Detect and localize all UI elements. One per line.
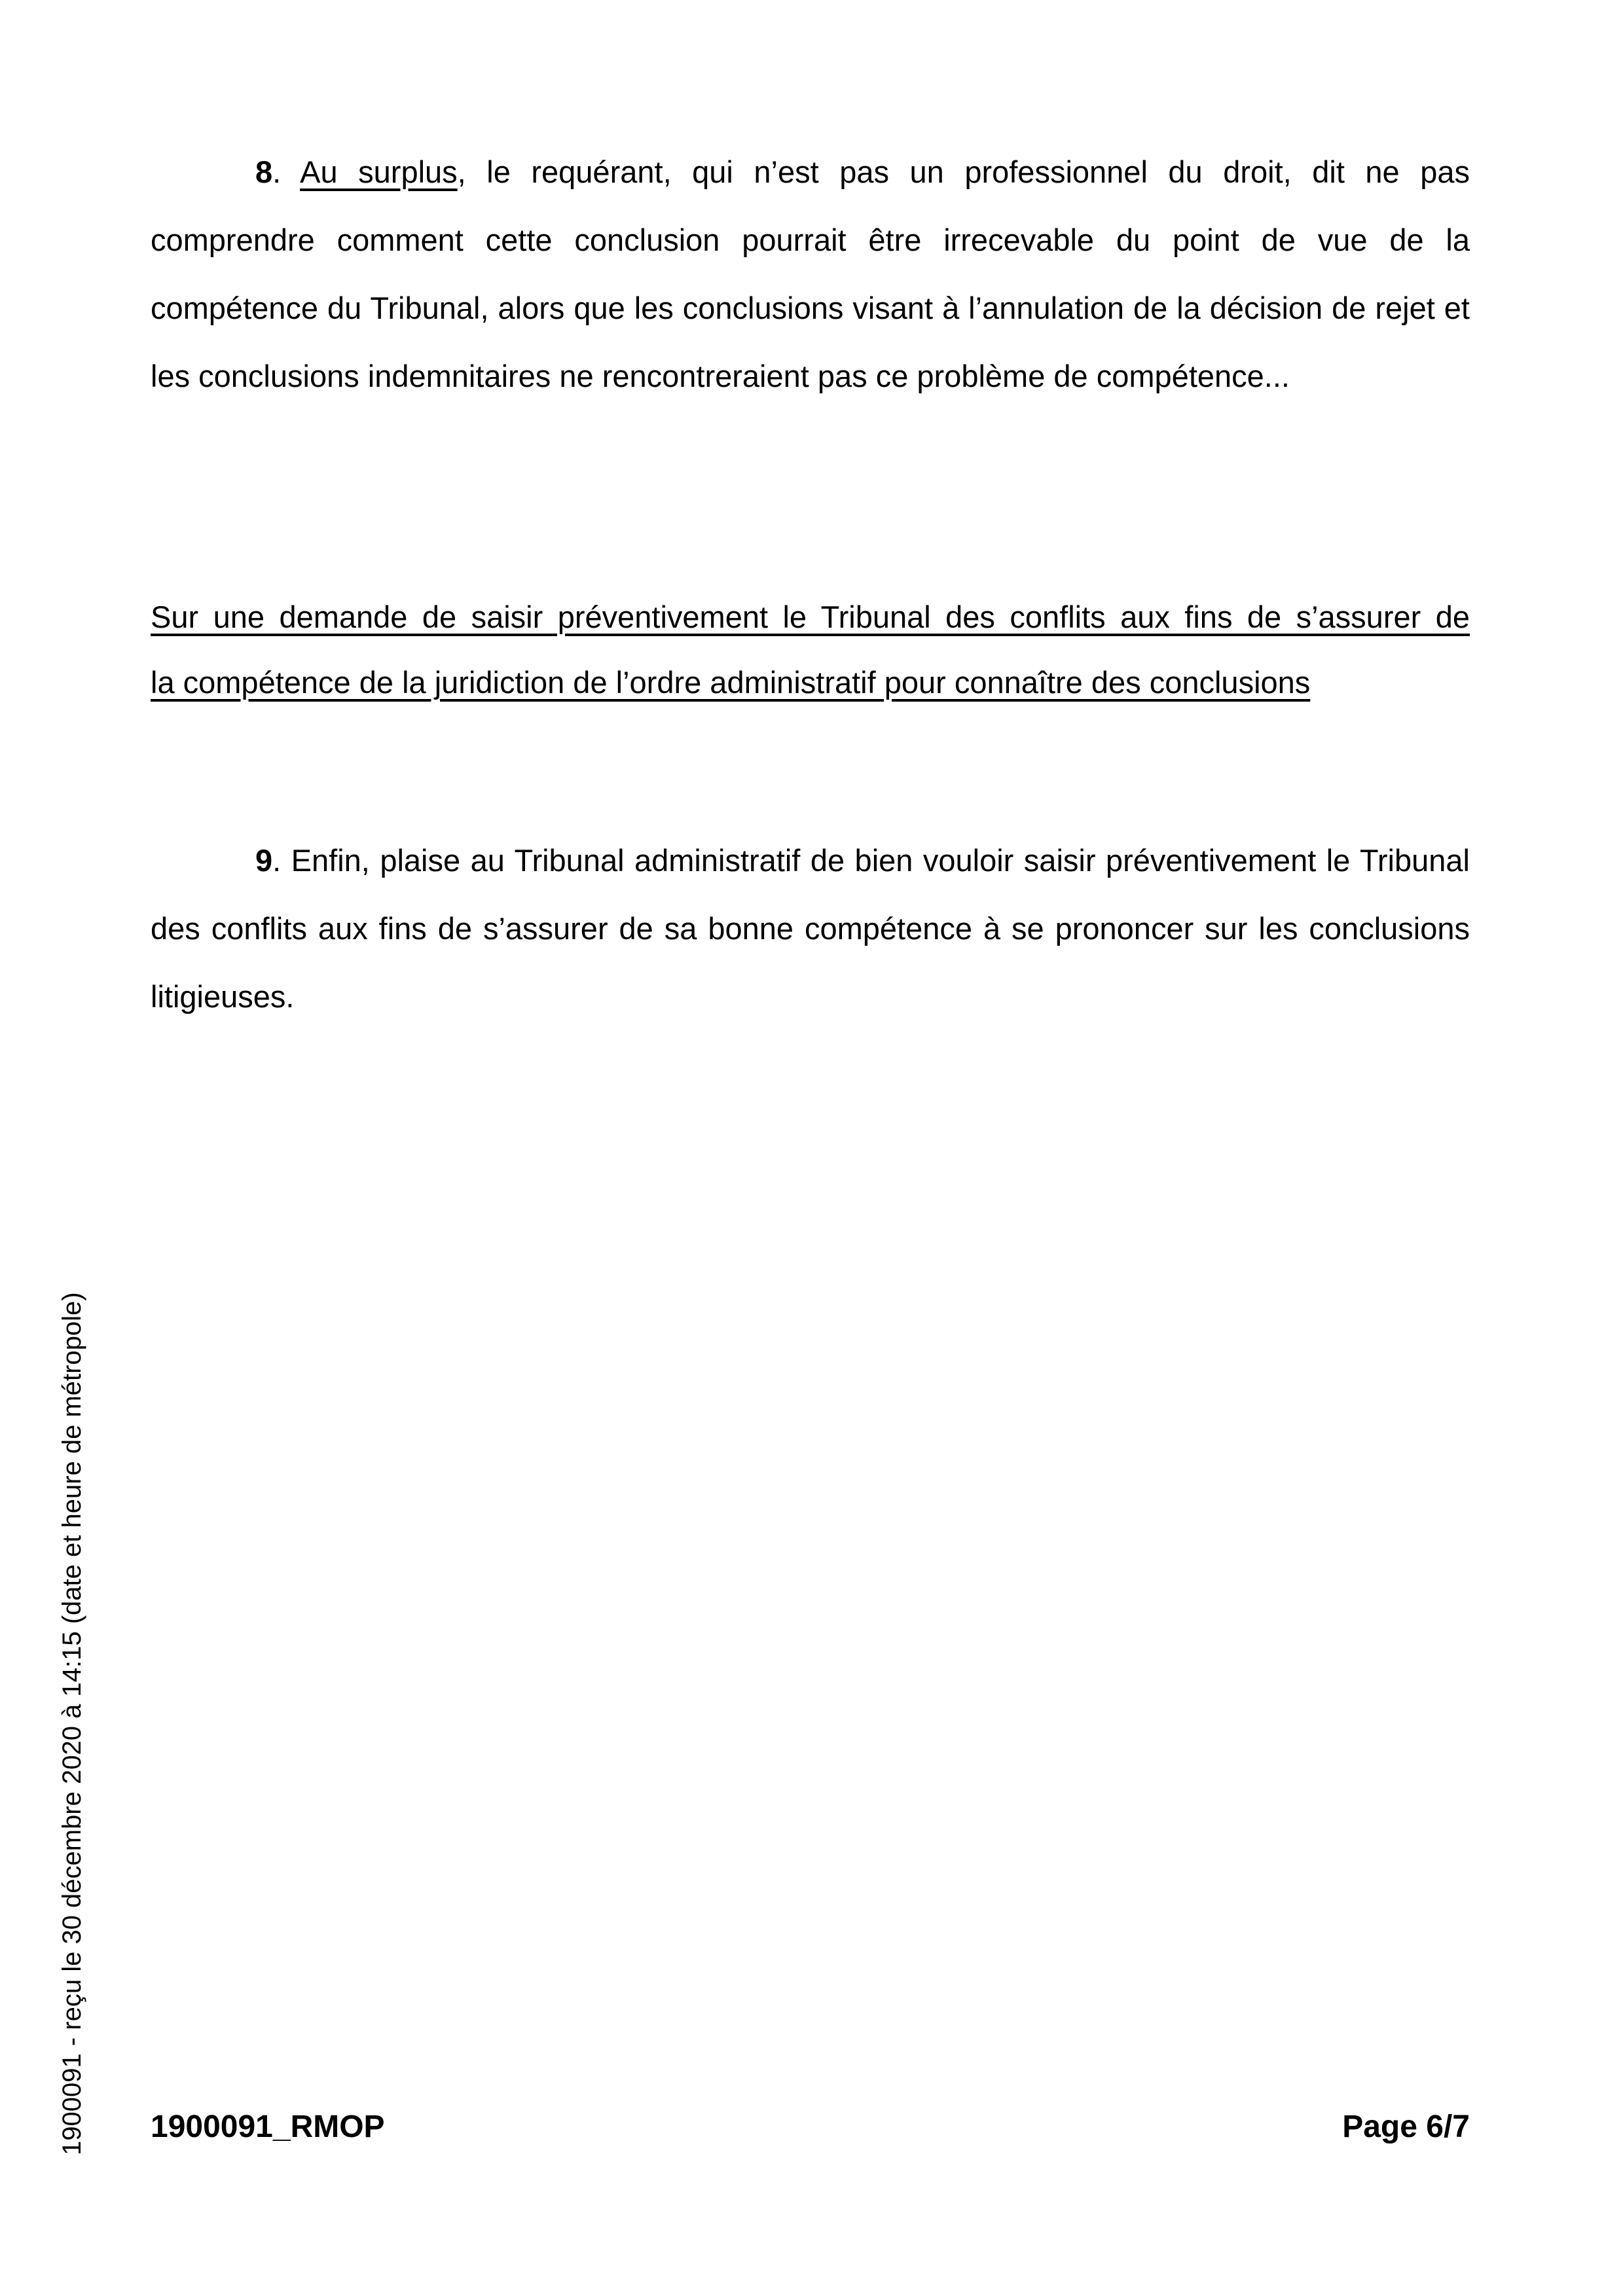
document-reference: 1900091_RMOP [151,2109,385,2144]
section-heading [151,584,1470,715]
page-number: Page 6/7 [1342,2109,1470,2144]
paragraph-9-dot: . [272,843,291,878]
paragraph-8-number: 8 [255,154,273,189]
paragraph-9-text: Enfin, plaise au Tribunal administratif de bien vouloir saisir préventivement le Tribunal des conflits aux fins de s’assurer de sa bonne compétence à se prononcer sur les conclusions litigieuses. [151,843,1470,1014]
paragraph-8 [151,138,1470,410]
section-heading-line-1: Sur une demande de saisir préventivement le Tribunal des conflits aux fins de s’assurer de [151,600,1470,634]
page-footer [151,2109,1470,2145]
paragraph-8-text: , le requérant, qui n’est pas un professionnel du droit, dit ne pas comprendre comment cette conclusion pourrait être irrecevable du point de vue de la compétence du Tribunal, alors que les conclusions visant à l’annulation de la décision de rejet et les conclusions indemnitaires ne rencontreraient pas ce problème de compétence... [151,154,1470,393]
section-heading-line-2: la compétence de la juridiction de l’ordre administratif pour connaître des conclusions [151,665,1311,700]
paragraph-9-number: 9 [255,843,273,878]
paragraph-8-dot: . [272,154,301,189]
paragraph-8-underlined-lead: Au surplus [300,154,458,189]
paragraph-9 [151,827,1470,1031]
scan-timestamp-vertical-text: 1900091 - reçu le 30 décembre 2020 à 14:15 (date et heure de métropole) [58,1292,86,2155]
